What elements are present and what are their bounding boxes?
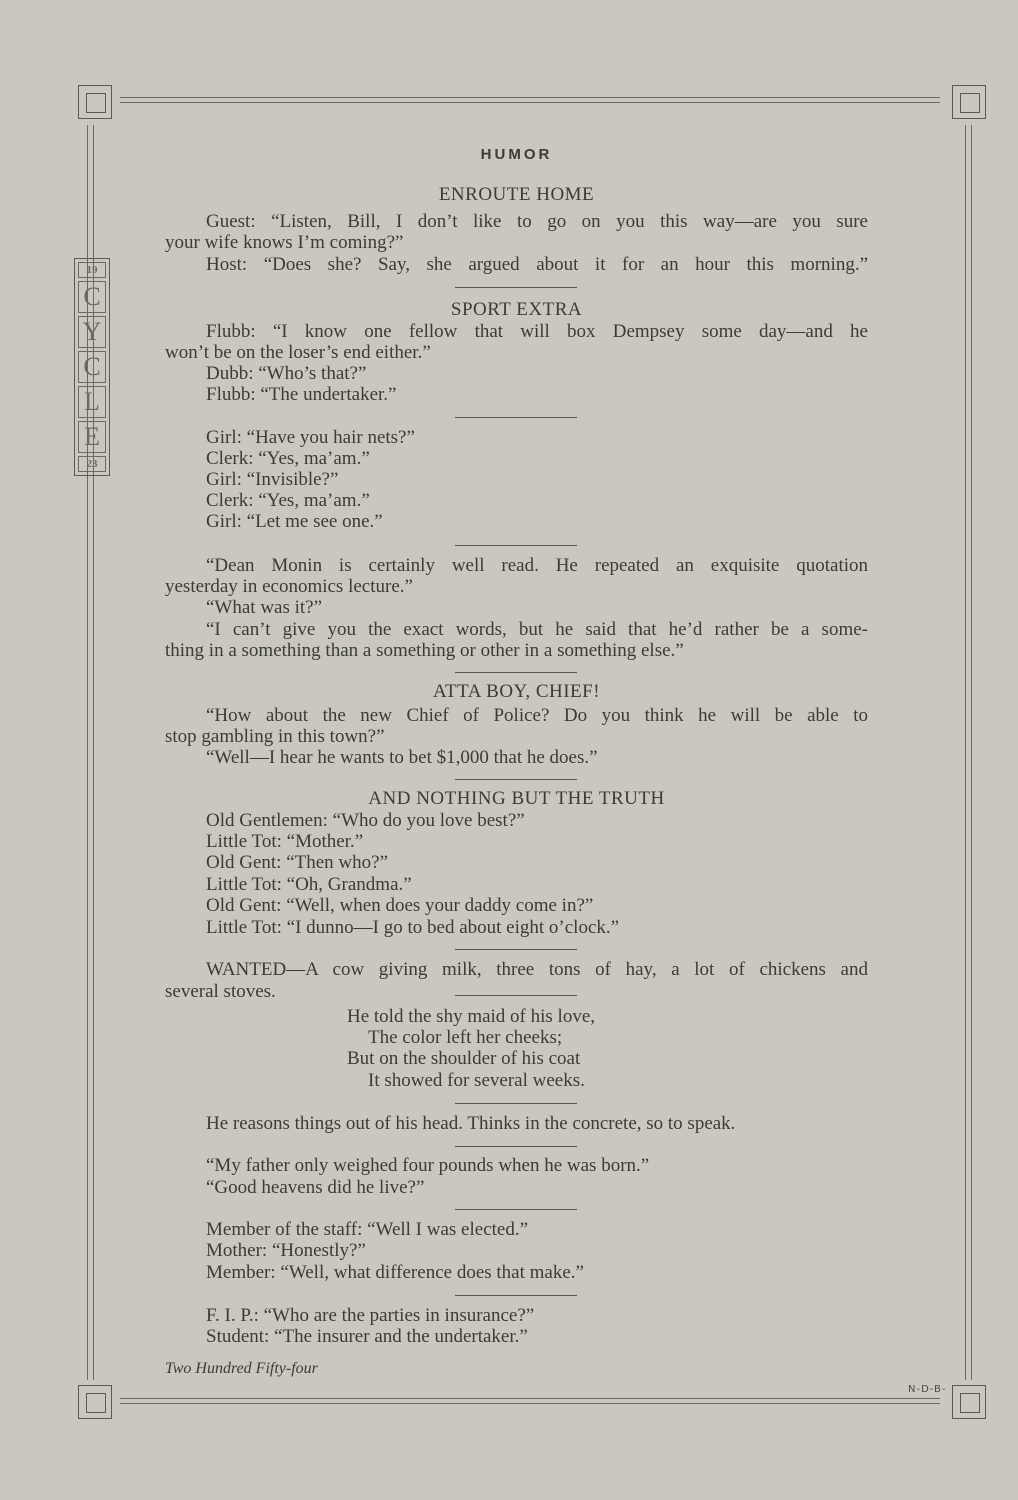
text-line: Member of the staff: “Well I was elected.” xyxy=(206,1219,529,1240)
ornament-letter: C xyxy=(78,351,106,383)
text-line: Girl: “Invisible?” xyxy=(206,469,339,490)
side-ornament xyxy=(74,258,110,476)
artist-mark: N-D-B- xyxy=(908,1384,947,1395)
page-title: HUMOR xyxy=(480,146,553,163)
text-line: won’t be on the loser’s end either.” xyxy=(165,342,431,363)
text-line: Clerk: “Yes, ma’am.” xyxy=(206,490,370,511)
divider xyxy=(455,287,577,288)
poem-line: But on the shoulder of his coat xyxy=(347,1048,581,1069)
text-line: Girl: “Have you hair nets?” xyxy=(206,427,415,448)
top-border xyxy=(120,97,940,103)
text-line: stop gambling in this town?” xyxy=(165,726,385,747)
text-line: Old Gent: “Then who?” xyxy=(206,852,389,873)
text-line: Host: “Does she? Say, she argued about it for an hour this morning.” xyxy=(206,254,868,275)
ornament-letter: E xyxy=(78,421,106,453)
divider xyxy=(455,417,577,418)
text-line: “Well—I hear he wants to bet $1,000 that he does.” xyxy=(206,747,598,768)
text-line: Flubb: “I know one fellow that will box Dempsey some day—and he xyxy=(206,321,868,342)
ornament-letter: C xyxy=(78,281,106,313)
text-line: Old Gent: “Well, when does your daddy come in?” xyxy=(206,895,594,916)
text-line: F. I. P.: “Who are the parties in insurance?” xyxy=(206,1305,535,1326)
ornament-letter: L xyxy=(78,386,106,418)
text-line: “Good heavens did he live?” xyxy=(206,1177,425,1198)
text-line: yesterday in economics lecture.” xyxy=(165,576,413,597)
text-line: several stoves. xyxy=(165,981,276,1002)
section-heading: SPORT EXTRA xyxy=(450,299,583,320)
text-line: Clerk: “Yes, ma’am.” xyxy=(206,448,370,469)
ornament-year-bottom: 23 xyxy=(78,456,106,472)
text-line: Little Tot: “I dunno—I go to bed about eight o’clock.” xyxy=(206,917,620,938)
divider xyxy=(455,1209,577,1210)
text-line: “My father only weighed four pounds when he was born.” xyxy=(206,1155,650,1176)
section-heading: ATTA BOY, CHIEF! xyxy=(432,681,601,702)
text-line: Student: “The insurer and the undertaker.” xyxy=(206,1326,528,1347)
text-line: He reasons things out of his head. Thinks in the concrete, so to speak. xyxy=(206,1113,736,1134)
poem-line: He told the shy maid of his love, xyxy=(347,1006,596,1027)
divider xyxy=(455,1146,577,1147)
bottom-border xyxy=(120,1398,940,1404)
text-line: your wife knows I’m coming?” xyxy=(165,232,404,253)
text-line: Girl: “Let me see one.” xyxy=(206,511,383,532)
text-line: thing in a something than a something or other in a something else.” xyxy=(165,640,684,661)
ornament-year-top: 19 xyxy=(78,262,106,278)
text-line: Flubb: “The undertaker.” xyxy=(206,384,397,405)
text-line: Little Tot: “Mother.” xyxy=(206,831,364,852)
divider xyxy=(455,995,577,996)
text-line: Guest: “Listen, Bill, I don’t like to go on you this way—are you sure xyxy=(206,211,868,232)
text-line: “How about the new Chief of Police? Do you think he will be able to xyxy=(206,705,868,726)
text-line: Dubb: “Who’s that?” xyxy=(206,363,367,384)
page-number: Two Hundred Fifty-four xyxy=(165,1360,318,1377)
right-border xyxy=(965,125,972,1380)
text-line: Little Tot: “Oh, Grandma.” xyxy=(206,874,412,895)
corner-ornament-top-right xyxy=(952,85,986,119)
text-line: Mother: “Honestly?” xyxy=(206,1240,366,1261)
text-line: “What was it?” xyxy=(206,597,323,618)
poem-line: The color left her cheeks; xyxy=(368,1027,563,1048)
text-line: “Dean Monin is certainly well read. He repeated an exquisite quotation xyxy=(206,555,868,576)
divider xyxy=(455,949,577,950)
section-heading: AND NOTHING BUT THE TRUTH xyxy=(368,788,665,809)
divider xyxy=(455,779,577,780)
divider xyxy=(455,1103,577,1104)
ornament-letter: Y xyxy=(78,316,106,348)
divider xyxy=(455,1295,577,1296)
corner-ornament-bottom-right xyxy=(952,1385,986,1419)
section-heading: ENROUTE HOME xyxy=(438,184,595,205)
text-line: Old Gentlemen: “Who do you love best?” xyxy=(206,810,525,831)
divider xyxy=(455,672,577,673)
divider xyxy=(455,545,577,546)
text-line: “I can’t give you the exact words, but he said that he’d rather be a some- xyxy=(206,619,868,640)
poem-line: It showed for several weeks. xyxy=(368,1070,585,1091)
corner-ornament-bottom-left xyxy=(78,1385,112,1419)
text-line: WANTED—A cow giving milk, three tons of hay, a lot of chickens and xyxy=(206,959,868,980)
corner-ornament-top-left xyxy=(78,85,112,119)
text-line: Member: “Well, what difference does that make.” xyxy=(206,1262,584,1283)
